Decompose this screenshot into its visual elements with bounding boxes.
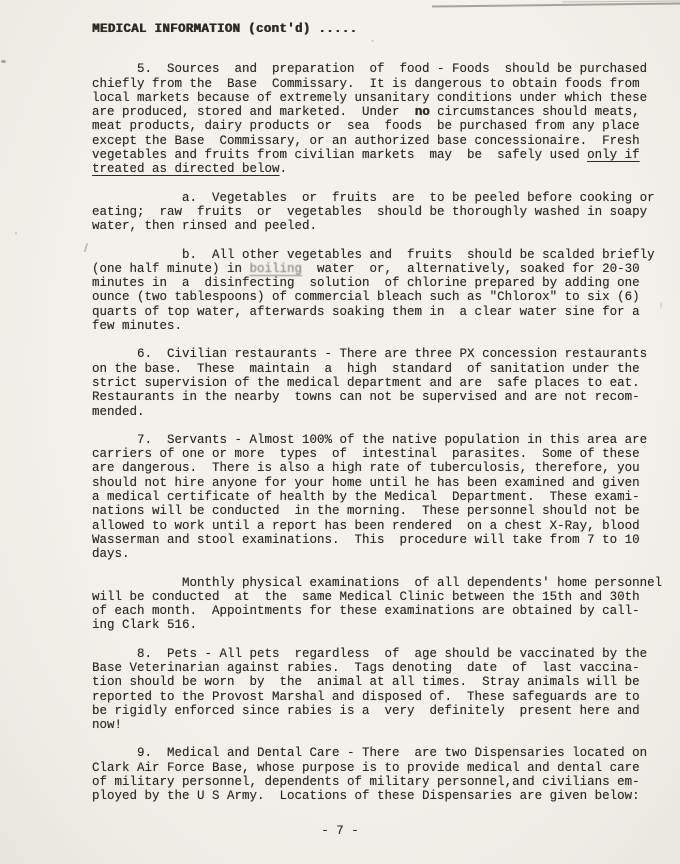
scan-speck [15, 232, 17, 234]
paragraph-5-food-sources [92, 62, 658, 176]
doc-text: vegetables and fruits from civilian markets may be safely used [92, 148, 588, 163]
scan-edge-artifact [432, 2, 680, 7]
doc-line: strict supervision of the medical department and are safe places to eat. [92, 375, 640, 390]
doc-line [92, 105, 658, 119]
doc-text: are produced, stored and marketed. Under [92, 105, 415, 120]
doc-line: will be conducted at the same Medical Clinic between the 15th and 30th [92, 589, 640, 604]
doc-line [92, 262, 658, 276]
paragraph-5a-vegetables [92, 191, 658, 234]
doc-line [92, 162, 658, 176]
doc-line: reported to the Provost Marshal and disposed of. These safeguards are to [92, 689, 640, 704]
doc-line: carriers of one or more types of intestinal parasites. Some of these [92, 447, 640, 462]
doc-line: minutes in a disinfecting solution of chlorine prepared by adding one [92, 276, 640, 291]
doc-line: now! [92, 718, 123, 733]
page-number: - 7 - [321, 824, 359, 838]
doc-line: a medical certificate of health by the Medical Department. These exami- [92, 490, 640, 505]
doc-text: . [279, 162, 288, 177]
doc-line: of military personnel, dependents of military personnel,and civilians em- [92, 775, 640, 790]
doc-line: should not hire anyone for your home until he has been examined and given [92, 475, 640, 490]
doc-line: Restaurants in the nearby towns can not be supervised and are not recom- [92, 390, 640, 405]
doc-line: allowed to work until a report has been rendered on a chest X-Ray, blood [92, 518, 640, 533]
paragraph-monthly-exams [92, 575, 663, 633]
doc-line: Base Veterinarian against rabies. Tags denoting date of last vaccina- [92, 660, 640, 675]
paragraph-7-servants [92, 433, 658, 562]
underlined-text: only if [587, 148, 640, 163]
doc-line: tion should be worn by the animal at all times. Stray animals will be [92, 675, 640, 690]
doc-line: days. [92, 547, 130, 562]
paragraph-9-medical-dental [92, 746, 658, 803]
doc-line: few minutes. [92, 319, 183, 334]
paragraph-5b-scalding [92, 248, 658, 334]
underlined-text: treated as directed below [92, 162, 280, 177]
doc-line: of each month. Appointments for these examinations are obtained by call- [92, 604, 640, 619]
scan-speck [660, 302, 662, 308]
doc-line: chiefly from the Base Commissary. It is dangerous to obtain foods from [92, 76, 640, 91]
doc-line: 9. Medical and Dental Care - There are two Dispensaries located on [92, 746, 648, 761]
doc-text: water or, alternatively, soaked for 20-30 [302, 261, 640, 276]
doc-line: ing Clark 516. [92, 618, 198, 633]
doc-text: (one half minute) in [92, 261, 250, 276]
page-title: MEDICAL INFORMATION (cont'd) ..... [92, 22, 358, 36]
doc-line: are dangerous. There is also a high rate of tuberculosis, therefore, you [92, 461, 640, 476]
doc-line [92, 148, 658, 162]
doc-line: ployed by the U S Army. Locations of these Dispensaries are given below: [92, 789, 640, 804]
doc-line: 8. Pets - All pets regardless of age should be vaccinated by the [92, 646, 648, 661]
doc-line: water, then rinsed and peeled. [92, 219, 318, 234]
doc-line: 5. Sources and preparation of food - Foods should be purchased [92, 62, 648, 77]
paragraph-6-restaurants [92, 347, 658, 418]
doc-text: circumstances should meats, [429, 105, 640, 120]
paragraph-8-pets [92, 647, 658, 733]
doc-line: Monthly physical examinations of all dependents' home personnel [92, 575, 663, 590]
scan-speck [1, 60, 6, 63]
doc-line: 6. Civilian restaurants - There are three PX concession restaurants [92, 347, 648, 362]
doc-line: b. All other vegetables and fruits should be scalded briefly [92, 247, 655, 262]
document-body [92, 22, 663, 818]
doc-line: a. Vegetables or fruits are to be peeled before cooking or [92, 190, 655, 205]
doc-line: ounce (two tablespoons) of commercial bleach such as "Chlorox" to six (6) [92, 290, 640, 305]
doc-line: Clark Air Force Base, whose purpose is to provide medical and dental care [92, 760, 640, 775]
doc-line: nations will be conducted in the morning. These personnel should not be [92, 504, 640, 519]
doc-line: meat products, dairy products or sea foods be purchased from any place [92, 119, 640, 134]
doc-line: Wasserman and stool examinations. This procedure will take from 7 to 10 [92, 532, 640, 547]
doc-line: quarts of top water, afterwards soaking them in a clear water sine for a [92, 304, 640, 319]
doc-line: 7. Servants - Almost 100% of the native population in this area are [92, 432, 648, 447]
doc-line: on the base. These maintain a high standard of sanitation under the [92, 361, 640, 376]
scan-speck [84, 243, 88, 252]
page-header [92, 22, 658, 36]
doc-line: eating; raw fruits or vegetables should be thoroughly washed in soapy [92, 204, 648, 219]
doc-line: mended. [92, 404, 145, 419]
emphasized-text: no [414, 105, 430, 120]
doc-line: except the Base Commissary, or an authorized base concessionaire. Fresh [92, 133, 640, 148]
underlined-text: boiling [249, 261, 303, 276]
doc-line: be rigidly enforced since rabies is a very definitely present here and [92, 703, 640, 718]
doc-line: local markets because of extremely unsanitary conditions under which these [92, 90, 648, 105]
